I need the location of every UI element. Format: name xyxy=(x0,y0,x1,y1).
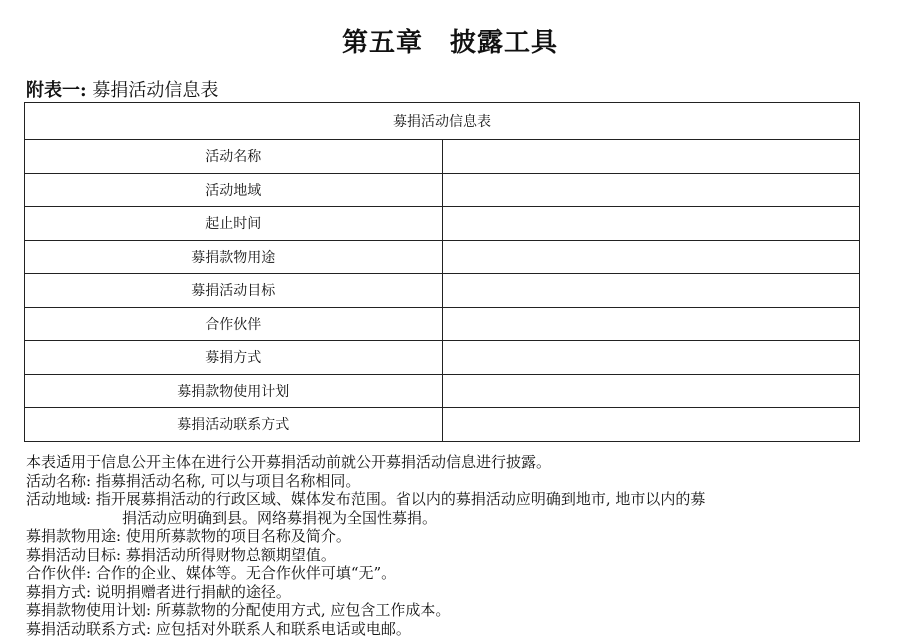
note-line: 募捐款物用途: 使用所募款物的项目名称及简介。 xyxy=(26,527,351,545)
note-line: 活动名称: 指募捐活动名称, 可以与项目名称相同。 xyxy=(26,471,361,490)
row-label: 起止时间 xyxy=(25,207,443,241)
table-row xyxy=(25,274,860,308)
notes-section xyxy=(26,453,876,638)
row-value-field xyxy=(442,207,860,241)
row-value-field xyxy=(442,408,860,442)
table-row xyxy=(25,307,860,341)
row-label: 募捐方式 xyxy=(25,341,443,375)
row-value-field xyxy=(442,240,860,274)
note-line: 合作伙伴: 合作的企业、媒体等。无合作伙伴可填“无”。 xyxy=(26,564,397,582)
appendix-label xyxy=(26,76,218,102)
note-line: 募捐活动联系方式: 应包括对外联系人和联系电话或电邮。 xyxy=(26,619,411,638)
table-row xyxy=(25,341,860,375)
table-row xyxy=(25,240,860,274)
note-line: 本表适用于信息公开主体在进行公开募捐活动前就公开募捐活动信息进行披露。 xyxy=(26,453,552,471)
table-row xyxy=(25,374,860,408)
note-line: 募捐款物使用计划: 所募款物的分配使用方式, 应包含工作成本。 xyxy=(26,601,451,619)
row-value-field xyxy=(442,274,860,308)
row-value-field xyxy=(442,341,860,375)
table-row xyxy=(25,207,860,241)
row-label: 活动地域 xyxy=(25,173,443,207)
row-label: 募捐活动联系方式 xyxy=(25,408,443,442)
table-row xyxy=(25,173,860,207)
table-row xyxy=(25,408,860,442)
note-line: 募捐方式: 说明捐赠者进行捐献的途径。 xyxy=(26,582,291,601)
table-header: 募捐活动信息表 xyxy=(25,103,860,140)
chapter-title: 第五章 披露工具 xyxy=(341,28,558,58)
row-value-field xyxy=(442,140,860,174)
row-label: 募捐活动目标 xyxy=(25,274,443,308)
note-line: 募捐活动目标: 募捐活动所得财物总额期望值。 xyxy=(26,545,336,564)
info-table xyxy=(24,102,860,442)
note-line: 活动地域: 指开展募捐活动的行政区域、媒体发布范围。省以内的募捐活动应明确到地市, 地市以内的募 xyxy=(26,490,706,508)
appendix-lead: 附表一: xyxy=(26,80,87,101)
note-line: 捐活动应明确到县。网络募捐视为全国性募捐。 xyxy=(122,508,438,527)
row-label: 活动名称 xyxy=(25,140,443,174)
row-value-field xyxy=(442,374,860,408)
appendix-title: 募捐活动信息表 xyxy=(86,80,219,101)
row-label: 募捐款物使用计划 xyxy=(25,374,443,408)
row-value-field xyxy=(442,173,860,207)
table-header-row xyxy=(25,103,860,140)
table-row xyxy=(25,140,860,174)
row-label: 募捐款物用途 xyxy=(25,240,443,274)
row-value-field xyxy=(442,307,860,341)
row-label: 合作伙伴 xyxy=(25,307,443,341)
